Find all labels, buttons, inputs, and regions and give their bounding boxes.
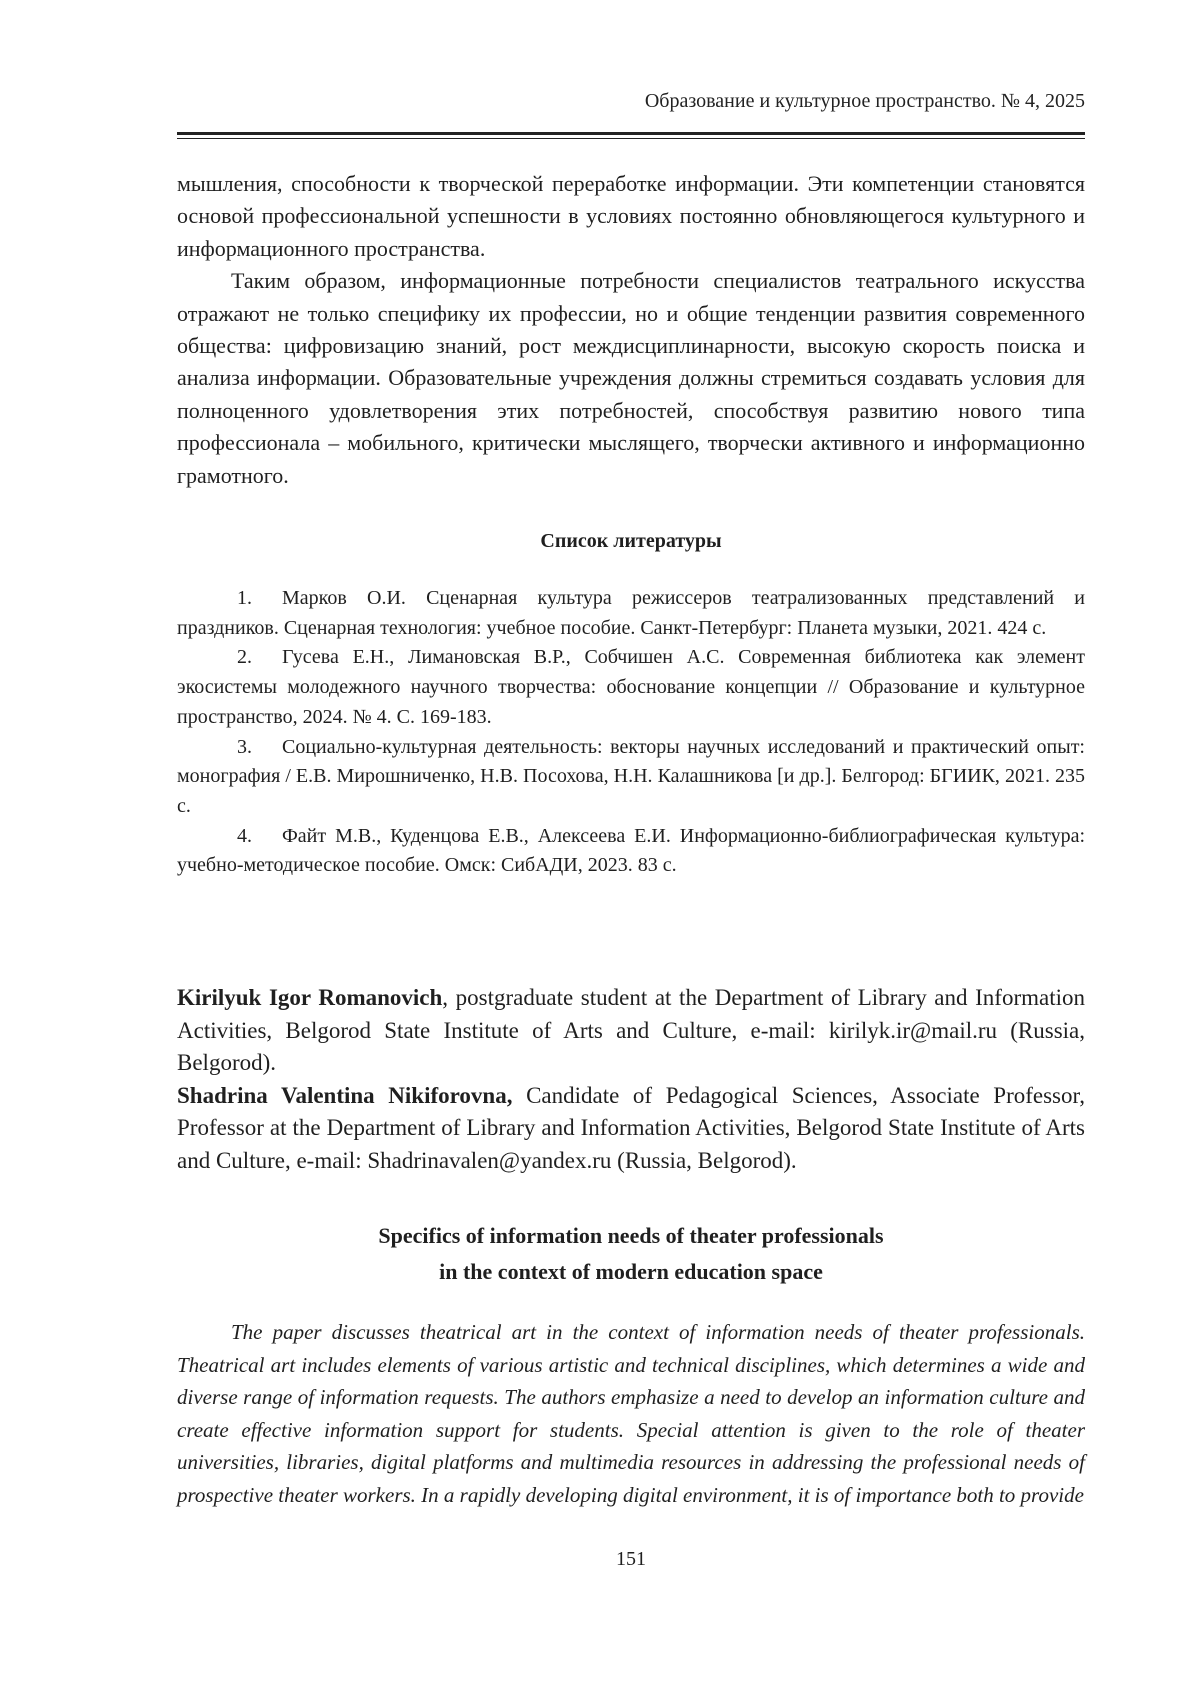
reference-text: Марков О.И. Сценарная культура режиссеров театрализованных представлений и праздников. Сценарная технология: учебное пособие. Санкт-Петербург: Планета музыки, 2021. 424 с. <box>177 587 1085 639</box>
english-title-line: in the context of modern education space <box>439 1259 823 1284</box>
english-title-line: Specifics of information needs of theater professionals <box>378 1223 884 1248</box>
author-name: Kirilyuk Igor Romanovich <box>177 985 443 1010</box>
english-title <box>177 1218 1085 1290</box>
author-info <box>177 982 1085 1177</box>
references-list <box>177 584 1085 881</box>
reference-item <box>177 643 1085 732</box>
running-head: Образование и культурное пространство. № 4, 2025 <box>644 90 1085 112</box>
abstract: The paper discusses theatrical art in the context of information needs of theater professionals. Theatrical art includes elements of various artistic and technical disciplines, which determines a wide and diverse range of information requests. The authors emphasize a need to develop an information culture and create effective information support for students. Special attention is given to the role of theater universities, libraries, digital platforms and multimedia resources in addressing the professional needs of prospective theater workers. In a rapidly developing digital environment, it is of importance both to provide <box>177 1320 1085 1507</box>
page-number: 151 <box>616 1548 646 1570</box>
reference-number: 1. <box>237 587 252 609</box>
reference-item <box>177 584 1085 643</box>
author-details: , postgraduate student at the Department of Library and Information Activities, Belgorod State Institute of Arts and Culture, e-mail: kirilyk.ir@mail.ru (Russia, Belgorod). <box>177 985 1085 1075</box>
author-entry <box>177 1080 1085 1178</box>
body-paragraph: Таким образом, информационные потребности специалистов театрального искусства отражают не только специфику их профессии, но и общие тенденции развития современного общества: цифровизацию знаний, рост междисциплинарности, высокую скорость поиска и анализа информации. Образовательные учреждения должны стремиться создавать условия для полноценного удовлетворения этих потребностей, способствуя развитию нового типа профессионала – мобильного, критически мыслящего, творчески активного и информационно грамотного. <box>177 268 1085 488</box>
author-name: Shadrina Valentina Nikiforovna, <box>177 1082 513 1108</box>
references-heading: Список литературы <box>540 530 722 552</box>
reference-text: Гусева Е.Н., Лимановская В.Р., Собчишен А.С. Современная библиотека как элемент экосистемы молодежного научного творчества: обоснование концепции // Образование и культурное пространство, 2024. № 4. С. 169-183. <box>177 646 1085 728</box>
reference-item <box>177 822 1085 881</box>
reference-text: Социально-культурная деятельность: векторы научных исследований и практический опыт: монография / Е.В. Мирошниченко, Н.В. Посохова, Н.Н. Калашникова [и др.]. Белгород: БГИИК, 2021. 235 с. <box>177 735 1085 817</box>
body-paragraph: мышления, способности к творческой переработке информации. Эти компетенции становятся основой профессиональной успешности в условиях постоянно обновляющегося культурного и информационного пространства. <box>177 171 1085 261</box>
reference-number: 3. <box>237 735 252 758</box>
author-entry <box>177 982 1085 1080</box>
reference-number: 2. <box>237 646 252 669</box>
author-details: Candidate of Pedagogical Sciences, Associate Professor, Professor at the Department of Library and Information Activities, Belgorod State Institute of Arts and Culture, e-mail: Shadrinavalen@yandex.ru (Russia, Belgorod). <box>177 1082 1085 1173</box>
reference-item <box>177 733 1085 822</box>
header-rule-thin <box>177 138 1085 139</box>
body-text <box>177 168 1085 492</box>
header-rule-thick <box>177 132 1085 135</box>
reference-text: Файт М.В., Куденцова Е.В., Алексеева Е.И. Информационно-библиографическая культура: учебно-методическое пособие. Омск: СибАДИ, 2023. 83 с. <box>177 824 1085 877</box>
reference-number: 4. <box>237 824 252 847</box>
